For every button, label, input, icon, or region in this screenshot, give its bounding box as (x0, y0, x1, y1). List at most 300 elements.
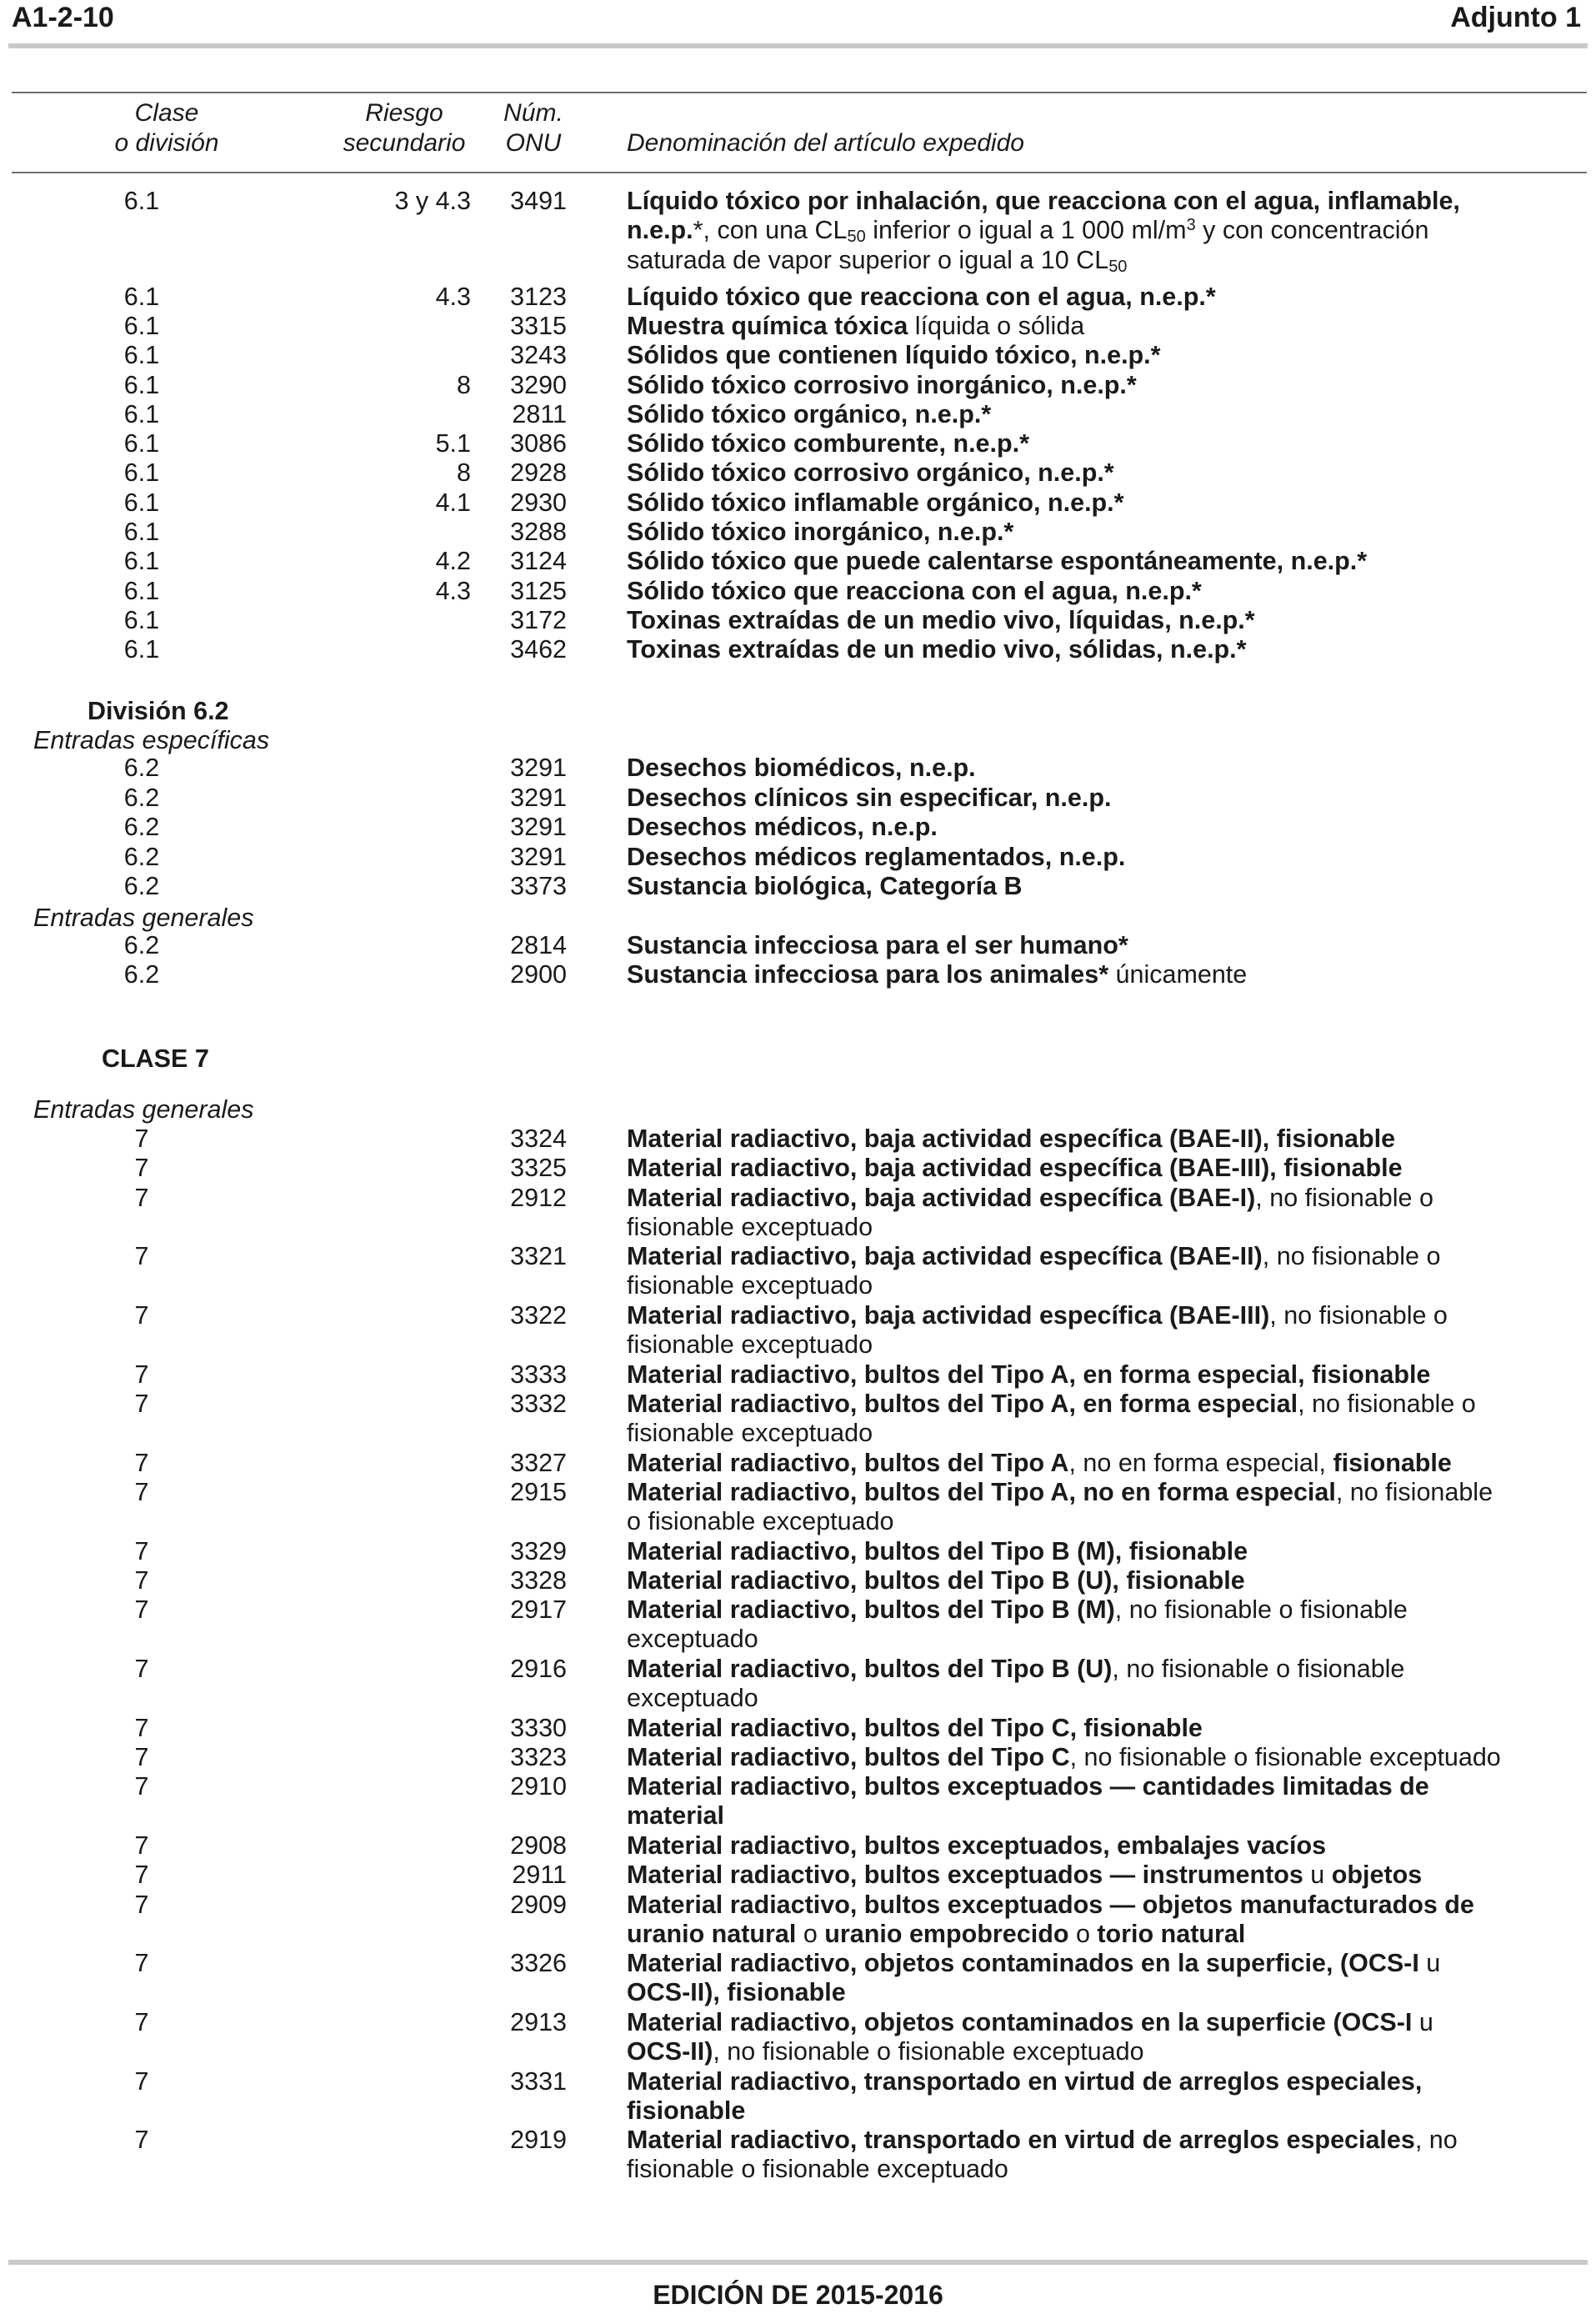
shipping-name-cell (627, 1360, 1593, 1390)
class-cell: 6.1 (123, 187, 160, 215)
name-line (627, 283, 1593, 312)
name-segment: n.e.p. (627, 216, 693, 245)
class-cell: 7 (134, 1566, 149, 1595)
un-number-cell: 2928 (510, 458, 567, 487)
un-number-cell: 3332 (510, 1390, 567, 1418)
name-segment: Material radiactivo, baja actividad específica (BAE-II), fisionable (627, 1124, 1396, 1153)
col-header-risk: Riesgo secundario (343, 99, 466, 157)
table-head-rule-bottom (12, 172, 1587, 173)
name-segment: líquida o sólida (908, 312, 1085, 340)
subsidiary-risk-cell: 8 (457, 458, 471, 487)
name-line (627, 246, 1593, 275)
un-number-cell: 3322 (510, 1301, 567, 1330)
un-number-cell: 3125 (510, 577, 567, 605)
name-segment: Material radiactivo, baja actividad específica (BAE-II) (627, 1242, 1263, 1270)
name-segment: Material radiactivo, transportado en virtud de arreglos especiales (627, 2126, 1415, 2154)
section-division-6-2: División 6.2 (88, 697, 229, 725)
shipping-name-cell (627, 400, 1593, 429)
name-segment: y con concentración (1195, 216, 1429, 245)
shipping-name-cell (627, 518, 1593, 547)
un-number-cell: 3329 (510, 1537, 567, 1565)
shipping-name-cell (627, 429, 1593, 458)
class-cell: 7 (134, 1449, 149, 1477)
name-line (627, 931, 1593, 960)
class-cell: 6.1 (123, 518, 160, 546)
name-segment: 50 (847, 228, 866, 247)
shipping-name-cell (627, 1154, 1593, 1183)
shipping-name-cell (627, 960, 1593, 989)
name-segment: Material radiactivo, bultos del Tipo C (627, 1743, 1070, 1771)
name-segment: fisionable (627, 2096, 746, 2126)
name-segment: , no fisionable o (1255, 1184, 1433, 1212)
un-number-cell: 3291 (510, 784, 567, 812)
class-cell: 7 (134, 1154, 149, 1182)
un-number-cell: 3331 (510, 2067, 567, 2096)
un-number-cell: 2912 (510, 1184, 567, 1212)
name-segment: saturada de vapor superior o igual a 10 CL (627, 245, 1109, 274)
name-segment: Material radiactivo, bultos del Tipo B (U) (627, 1655, 1113, 1683)
subsidiary-risk-cell: 5.1 (435, 429, 471, 458)
name-segment: Sólido tóxico corrosivo orgánico, n.e.p.* (627, 458, 1114, 487)
name-line (627, 1595, 1593, 1625)
name-segment: Desechos clínicos sin especificar, n.e.p. (627, 784, 1112, 812)
class-cell: 6.2 (123, 754, 160, 782)
attachment-label: Adjunto 1 (1450, 2, 1581, 33)
shipping-name-cell (627, 488, 1593, 518)
name-line (627, 960, 1593, 989)
class-cell: 7 (134, 1949, 149, 1977)
col-header-class: Clase o división (114, 99, 219, 157)
un-number-cell: 3290 (510, 371, 567, 399)
name-line (627, 1831, 1593, 1861)
name-line (627, 1891, 1593, 1920)
class-cell: 7 (134, 1743, 149, 1771)
name-segment: Sólido tóxico que puede calentarse espontáneamente, n.e.p.* (627, 547, 1368, 575)
name-segment: Material radiactivo, baja actividad específica (BAE-III), fisionable (627, 1154, 1403, 1182)
un-number-cell: 3333 (510, 1360, 567, 1389)
name-segment: Muestra química tóxica (627, 312, 908, 340)
class-cell: 6.1 (123, 577, 160, 605)
shipping-name-cell (627, 1124, 1593, 1154)
class-cell: 6.1 (123, 606, 160, 634)
name-line (627, 1213, 1593, 1242)
shipping-name-cell (627, 843, 1593, 872)
name-segment: o fisionable exceptuado (627, 1507, 894, 1536)
bottom-rule (8, 2260, 1588, 2265)
class-cell: 7 (134, 1772, 149, 1801)
section-class-7: CLASE 7 (102, 1044, 209, 1073)
name-segment: Material radiactivo, bultos del Tipo B (M) (627, 1595, 1115, 1624)
class-cell: 7 (134, 1537, 149, 1565)
name-line (627, 1801, 1593, 1831)
name-line (627, 1625, 1593, 1654)
name-segment: Material radiactivo, bultos exceptuados — cantidades limitadas de (627, 1772, 1429, 1801)
name-segment: Sustancia infecciosa para los animales* (627, 960, 1109, 989)
page-code: A1-2-10 (12, 2, 114, 33)
name-line (627, 1507, 1593, 1536)
name-segment: Desechos médicos, n.e.p. (627, 813, 938, 841)
name-segment: 50 (1108, 257, 1128, 276)
section-general-entries-1: Entradas generales (33, 904, 254, 932)
name-segment: , no (1414, 2126, 1458, 2154)
un-number-cell: 3288 (510, 518, 567, 546)
name-line (627, 1271, 1593, 1300)
shipping-name-cell (627, 1655, 1593, 1714)
shipping-name-cell (627, 187, 1593, 275)
un-number-cell: 3325 (510, 1154, 567, 1182)
class-cell: 7 (134, 2067, 149, 2096)
name-line (627, 754, 1593, 783)
shipping-name-cell (627, 1242, 1593, 1301)
name-segment: , no fisionable o (1269, 1301, 1448, 1330)
name-line (627, 872, 1593, 901)
name-segment: fisionable exceptuado (627, 1419, 873, 1448)
name-line (627, 1301, 1593, 1330)
name-segment: material (627, 1801, 724, 1831)
name-line (627, 1360, 1593, 1390)
name-segment: , no fisionable (1335, 1478, 1493, 1506)
name-segment: , no fisionable o fisionable (1114, 1595, 1408, 1624)
table-head-rule-top (12, 92, 1587, 93)
name-segment: Material radiactivo, bultos exceptuados, embalajes vacíos (627, 1831, 1327, 1860)
name-segment: torio natural (1097, 1920, 1246, 1949)
un-number-cell: 3462 (510, 635, 567, 664)
class-cell: 6.1 (123, 400, 160, 428)
un-number-cell: 2908 (510, 1831, 567, 1860)
name-line (627, 458, 1593, 488)
name-line (627, 371, 1593, 400)
un-number-cell: 3124 (510, 547, 567, 575)
shipping-name-cell (627, 1537, 1593, 1566)
name-segment: , no fisionable o fisionable exceptuado (1069, 1743, 1501, 1771)
name-segment: , no fisionable o (1262, 1242, 1441, 1270)
subsidiary-risk-cell: 4.2 (435, 547, 471, 575)
name-segment: objetos (1331, 1861, 1423, 1889)
name-segment: Desechos médicos reglamentados, n.e.p. (627, 843, 1126, 871)
un-number-cell: 3323 (510, 1743, 567, 1771)
name-segment: fisionable o fisionable exceptuado (627, 2155, 1008, 2184)
name-segment: *, con una CL (693, 216, 848, 245)
shipping-name-cell (627, 458, 1593, 488)
name-segment: exceptuado (627, 1625, 758, 1654)
un-number-cell: 3315 (510, 312, 567, 340)
name-segment: Material radiactivo, objetos contaminados en la superficie, (OCS-I (627, 1949, 1419, 1977)
un-number-cell: 3330 (510, 1714, 567, 1742)
name-line (627, 2155, 1593, 2184)
name-segment: Material radiactivo, baja actividad específica (BAE-I) (627, 1184, 1256, 1212)
shipping-name-cell (627, 2067, 1593, 2126)
class-cell: 6.2 (123, 931, 160, 959)
name-segment: Sólido tóxico comburente, n.e.p.* (627, 429, 1029, 458)
class-cell: 7 (134, 1714, 149, 1742)
name-segment: Material radiactivo, bultos del Tipo A, en forma especial, fisionable (627, 1360, 1431, 1389)
name-line (627, 784, 1593, 813)
un-number-cell: 3373 (510, 872, 567, 900)
name-line (627, 1154, 1593, 1183)
edition-footer: EDICIÓN DE 2015-2016 (653, 2280, 943, 2310)
name-segment: Sólido tóxico inorgánico, n.e.p.* (627, 518, 1014, 546)
name-segment: Sólido tóxico inflamable orgánico, n.e.p.* (627, 488, 1124, 517)
name-segment: uranio natural (627, 1920, 797, 1949)
un-number-cell: 2910 (510, 1772, 567, 1801)
class-cell: 6.2 (123, 960, 160, 989)
name-line (627, 1714, 1593, 1743)
name-line (627, 1390, 1593, 1419)
class-cell: 6.1 (123, 488, 160, 517)
shipping-name-cell (627, 341, 1593, 370)
class-cell: 6.1 (123, 429, 160, 458)
name-segment: Toxinas extraídas de un medio vivo, líquidas, n.e.p.* (627, 606, 1255, 634)
un-number-cell: 2915 (510, 1478, 567, 1506)
un-number-cell: 2911 (512, 1861, 567, 1889)
un-number-cell: 3321 (510, 1242, 567, 1270)
name-segment: Material radiactivo, bultos del Tipo B (U), fisionable (627, 1566, 1245, 1595)
name-segment: u (1412, 2008, 1433, 2036)
col-header-un: Núm. ONU (503, 99, 563, 157)
name-segment: Sólido tóxico corrosivo inorgánico, n.e.p.* (627, 371, 1137, 399)
name-segment: Sólido tóxico orgánico, n.e.p.* (627, 400, 992, 428)
un-number-cell: 2916 (510, 1655, 567, 1683)
class-cell: 6.1 (123, 458, 160, 487)
name-segment: uranio empobrecido (824, 1920, 1069, 1949)
shipping-name-cell (627, 283, 1593, 312)
top-rule (8, 43, 1588, 48)
un-number-cell: 3327 (510, 1449, 567, 1477)
name-segment: fisionable exceptuado (627, 1213, 873, 1242)
class-cell: 7 (134, 1242, 149, 1270)
subsidiary-risk-cell: 4.3 (435, 577, 471, 605)
name-line (627, 1566, 1593, 1595)
name-segment: Material radiactivo, baja actividad específica (BAE-III) (627, 1301, 1270, 1330)
class-cell: 7 (134, 1124, 149, 1153)
shipping-name-cell (627, 1831, 1593, 1861)
name-line (627, 312, 1593, 341)
class-cell: 6.1 (123, 371, 160, 399)
name-line (627, 488, 1593, 518)
class-cell: 7 (134, 1184, 149, 1212)
un-number-cell: 2913 (510, 2008, 567, 2036)
name-segment: 3 (1186, 216, 1196, 235)
class-cell: 7 (134, 1831, 149, 1860)
class-cell: 7 (134, 1478, 149, 1506)
shipping-name-cell (627, 872, 1593, 901)
section-general-entries-2: Entradas generales (33, 1095, 254, 1124)
name-segment: Sólido tóxico que reacciona con el agua, n.e.p.* (627, 577, 1202, 605)
class-cell: 6.1 (123, 283, 160, 311)
un-number-cell: 3491 (510, 187, 567, 215)
class-cell: 7 (134, 2008, 149, 2036)
name-line (627, 1978, 1593, 2007)
shipping-name-cell (627, 1743, 1593, 1772)
name-line (627, 2008, 1593, 2037)
class-cell: 7 (134, 1390, 149, 1418)
shipping-name-cell (627, 1478, 1593, 1537)
un-number-cell: 2909 (510, 1891, 567, 1919)
col-header-name: Denominación del artículo expedido (627, 129, 1024, 157)
name-line (627, 1537, 1593, 1566)
shipping-name-cell (627, 2008, 1593, 2067)
name-segment: fisionable exceptuado (627, 1330, 873, 1360)
class-cell: 6.1 (123, 341, 160, 369)
name-line (627, 400, 1593, 429)
un-number-cell: 3324 (510, 1124, 567, 1153)
name-line (627, 813, 1593, 842)
shipping-name-cell (627, 577, 1593, 606)
name-segment: Material radiactivo, bultos del Tipo C, fisionable (627, 1714, 1203, 1742)
name-line (627, 1242, 1593, 1271)
shipping-name-cell (627, 1891, 1593, 1950)
un-number-cell: 2919 (510, 2126, 567, 2154)
name-segment: Desechos biomédicos, n.e.p. (627, 754, 976, 782)
name-line (627, 1478, 1593, 1507)
shipping-name-cell (627, 371, 1593, 400)
un-number-cell: 3291 (510, 754, 567, 782)
name-segment: fisionable (1333, 1449, 1452, 1477)
shipping-name-cell (627, 784, 1593, 813)
name-segment: u (1303, 1861, 1332, 1889)
un-number-cell: 3243 (510, 341, 567, 369)
shipping-name-cell (627, 813, 1593, 842)
name-line (627, 1743, 1593, 1772)
class-cell: 6.1 (123, 547, 160, 575)
un-number-cell: 3291 (510, 843, 567, 871)
name-line (627, 1330, 1593, 1360)
name-segment: Material radiactivo, bultos exceptuados — instrumentos (627, 1861, 1303, 1889)
name-line (627, 429, 1593, 458)
class-cell: 6.2 (123, 843, 160, 871)
name-segment: u (1418, 1949, 1441, 1977)
name-segment: Líquido tóxico que reacciona con el agua, n.e.p.* (627, 283, 1216, 311)
name-segment: Líquido tóxico por inhalación, que reacciona con el agua, inflamable, (627, 187, 1460, 215)
shipping-name-cell (627, 2126, 1593, 2185)
name-segment: Sustancia infecciosa para el ser humano* (627, 931, 1128, 959)
un-number-cell: 3326 (510, 1949, 567, 1977)
shipping-name-cell (627, 1595, 1593, 1655)
section-specific-entries: Entradas específicas (33, 726, 270, 754)
class-cell: 6.2 (123, 872, 160, 900)
shipping-name-cell (627, 1714, 1593, 1743)
class-cell: 7 (134, 1891, 149, 1919)
name-segment: Material radiactivo, transportado en virtud de arreglos especiales, (627, 2067, 1423, 2096)
un-number-cell: 3172 (510, 606, 567, 634)
name-line (627, 1949, 1593, 1978)
name-segment: OCS-II) (627, 2037, 713, 2066)
name-segment: Material radiactivo, bultos del Tipo A, no en forma especial (627, 1478, 1336, 1506)
name-segment: , no en forma especial, (1068, 1449, 1333, 1477)
shipping-name-cell (627, 1566, 1593, 1595)
shipping-name-cell (627, 635, 1593, 664)
name-line (627, 187, 1593, 216)
un-number-cell: 3086 (510, 429, 567, 458)
name-line (627, 1655, 1593, 1684)
class-cell: 7 (134, 2126, 149, 2154)
name-line (627, 341, 1593, 370)
shipping-name-cell (627, 931, 1593, 960)
name-line (627, 1772, 1593, 1801)
class-cell: 6.2 (123, 813, 160, 841)
shipping-name-cell (627, 547, 1593, 576)
name-segment: inferior o igual a 1 000 ml/m (865, 216, 1187, 245)
name-line (627, 547, 1593, 576)
class-cell: 7 (134, 1301, 149, 1330)
un-number-cell: 2811 (512, 400, 567, 428)
name-segment: o (1068, 1920, 1098, 1949)
name-segment: Material radiactivo, objetos contaminados en la superficie (OCS-I (627, 2008, 1413, 2036)
name-line (627, 1124, 1593, 1154)
shipping-name-cell (627, 1772, 1593, 1831)
name-segment: Material radiactivo, bultos del Tipo B (M), fisionable (627, 1537, 1248, 1565)
name-line (627, 1184, 1593, 1213)
name-line (627, 1419, 1593, 1448)
un-number-cell: 3291 (510, 813, 567, 841)
subsidiary-risk-cell: 4.3 (435, 283, 471, 311)
name-segment: Material radiactivo, bultos exceptuados — objetos manufacturados de (627, 1891, 1474, 1919)
name-segment: Material radiactivo, bultos del Tipo A, en forma especial (627, 1390, 1298, 1418)
shipping-name-cell (627, 1949, 1593, 2008)
class-cell: 7 (134, 1595, 149, 1624)
name-segment: , no fisionable o fisionable exceptuado (713, 2037, 1144, 2066)
name-segment: Toxinas extraídas de un medio vivo, sólidas, n.e.p.* (627, 635, 1247, 664)
un-number-cell: 2917 (510, 1595, 567, 1624)
name-segment: fisionable exceptuado (627, 1271, 873, 1300)
shipping-name-cell (627, 606, 1593, 635)
name-line (627, 1449, 1593, 1478)
class-cell: 6.2 (123, 784, 160, 812)
name-segment: OCS-II), fisionable (627, 1978, 846, 2007)
name-line (627, 1920, 1593, 1949)
name-line (627, 606, 1593, 635)
shipping-name-cell (627, 754, 1593, 783)
class-cell: 7 (134, 1655, 149, 1683)
class-cell: 6.1 (123, 635, 160, 664)
class-cell: 7 (134, 1360, 149, 1389)
shipping-name-cell (627, 1861, 1593, 1890)
name-segment: Material radiactivo, bultos del Tipo A (627, 1449, 1069, 1477)
name-segment: , no fisionable o (1298, 1390, 1476, 1418)
name-line (627, 2037, 1593, 2066)
un-number-cell: 2814 (510, 931, 567, 959)
name-segment: o (796, 1920, 825, 1949)
name-segment: Sustancia biológica, Categoría B (627, 872, 1023, 900)
class-cell: 7 (134, 1861, 149, 1889)
name-segment: , no fisionable o fisionable (1112, 1655, 1405, 1683)
shipping-name-cell (627, 1390, 1593, 1449)
name-line (627, 577, 1593, 606)
un-number-cell: 2900 (510, 960, 567, 989)
shipping-name-cell (627, 1301, 1593, 1360)
shipping-name-cell (627, 1184, 1593, 1243)
subsidiary-risk-cell: 4.1 (435, 488, 471, 517)
subsidiary-risk-cell: 3 y 4.3 (394, 187, 471, 215)
un-number-cell: 2930 (510, 488, 567, 517)
name-line (627, 216, 1593, 245)
name-line (627, 635, 1593, 664)
subsidiary-risk-cell: 8 (457, 371, 471, 399)
name-segment: Sólidos que contienen líquido tóxico, n.e.p.* (627, 341, 1161, 369)
name-line (627, 518, 1593, 547)
name-line (627, 843, 1593, 872)
name-line (627, 2096, 1593, 2126)
name-line (627, 2126, 1593, 2155)
un-number-cell: 3328 (510, 1566, 567, 1595)
name-segment: exceptuado (627, 1684, 758, 1713)
name-line (627, 2067, 1593, 2096)
name-line (627, 1861, 1593, 1890)
name-line (627, 1684, 1593, 1713)
un-number-cell: 3123 (510, 283, 567, 311)
class-cell: 6.1 (123, 312, 160, 340)
name-segment: únicamente (1108, 960, 1248, 989)
